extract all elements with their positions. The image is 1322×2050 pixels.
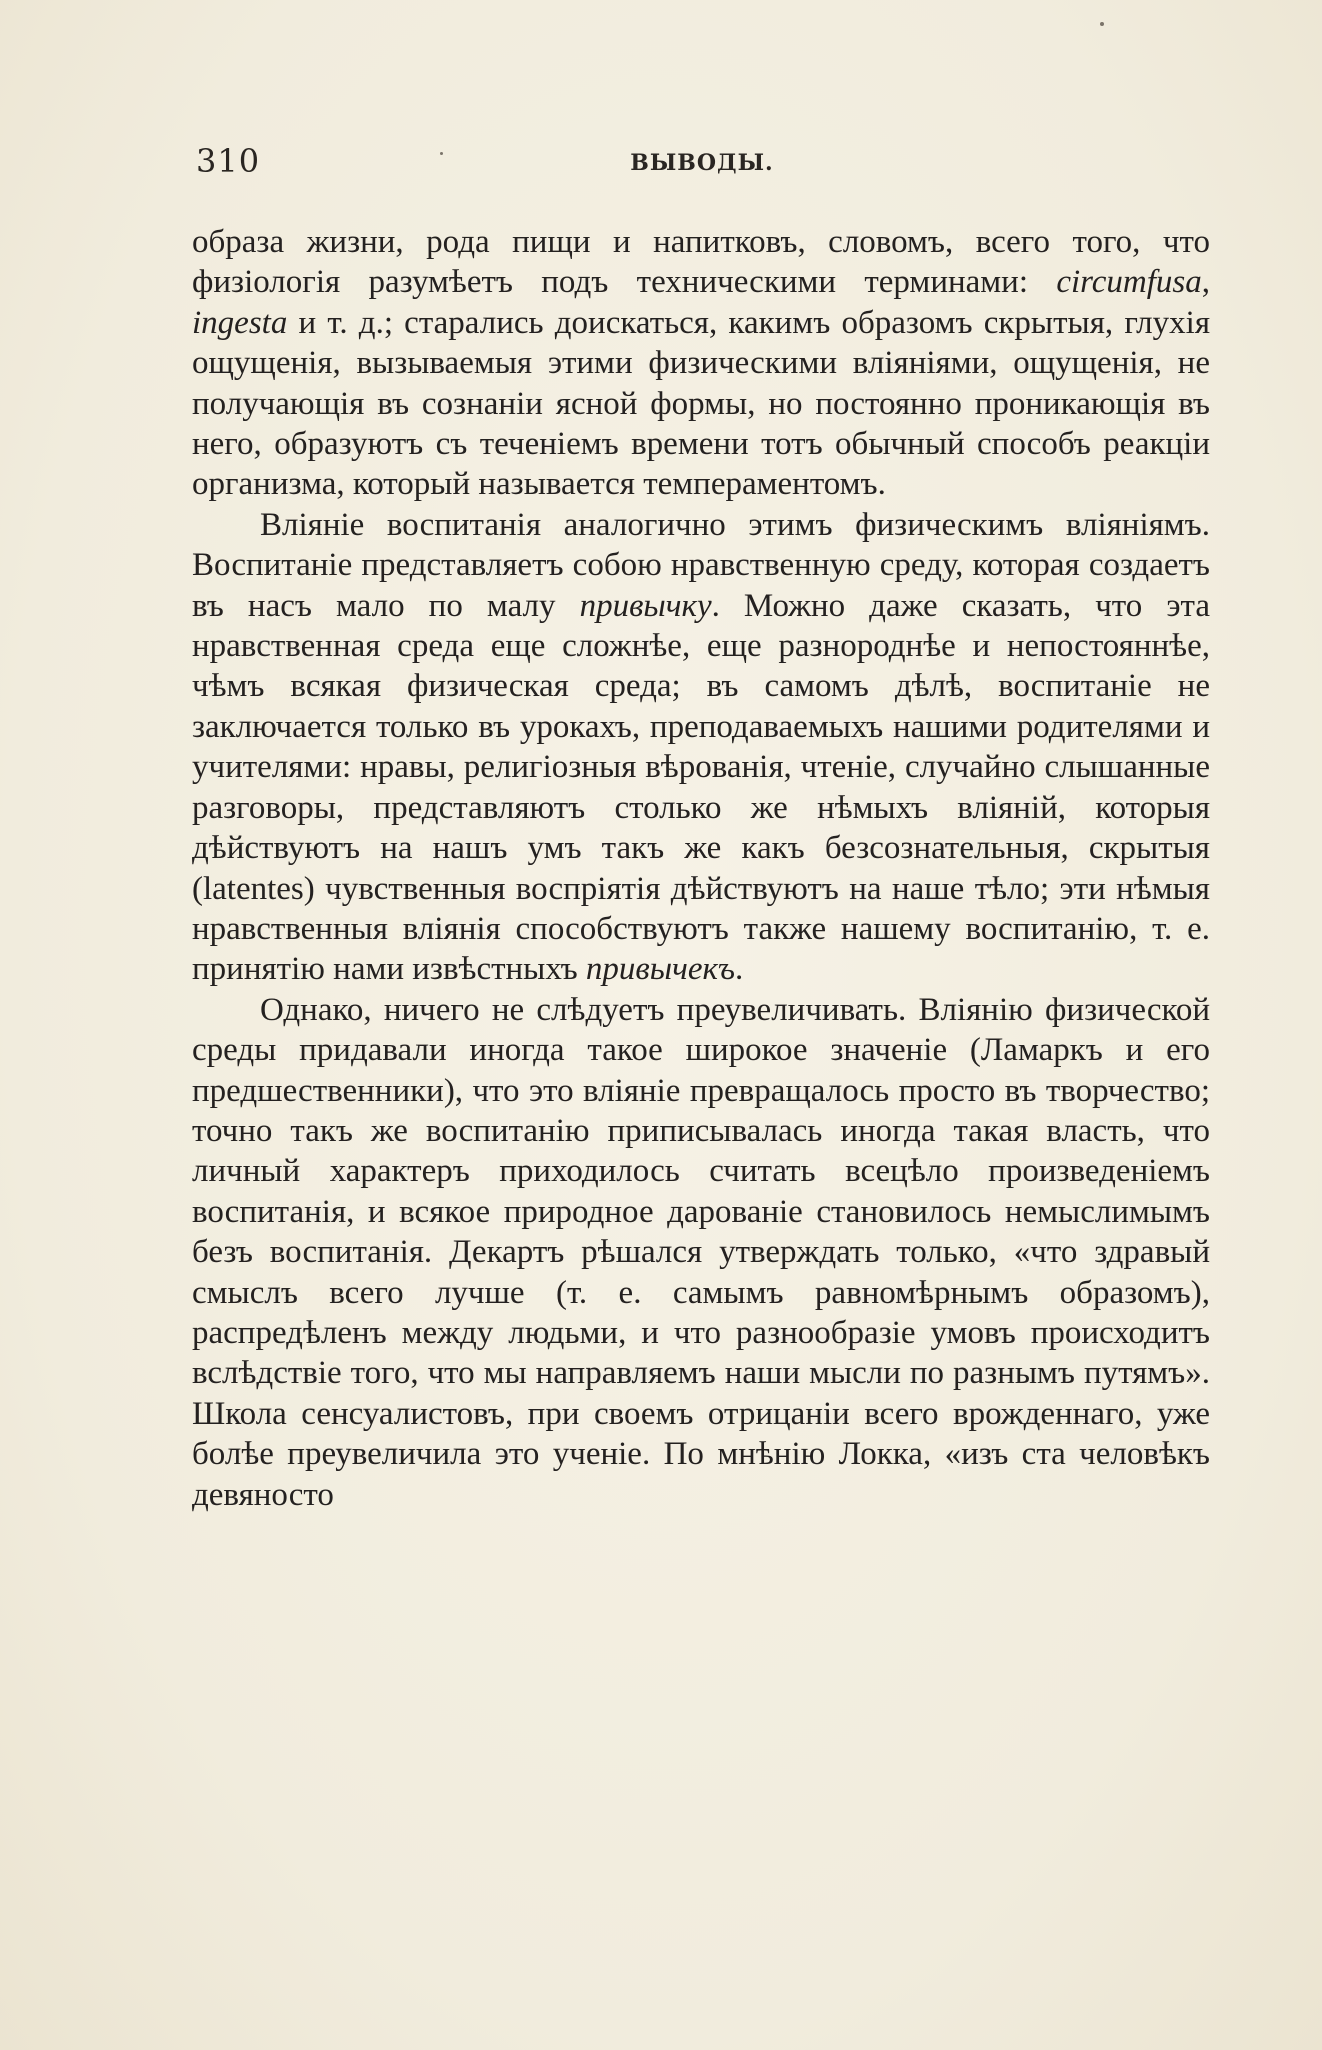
running-title: ВЫВОДЫ.	[630, 150, 774, 176]
body-text	[192, 222, 1210, 1515]
print-speck	[1100, 22, 1104, 26]
page-header	[196, 142, 1208, 192]
paragraph: Вліяніе воспитанія аналогично этимъ физическимъ вліяніямъ. Воспитаніе представляетъ собою нравственную среду, которая создаетъ въ насъ мало по малу привычку. Можно даже сказать, что эта нравственная среда еще сложнѣе, еще разнороднѣе и непостояннѣе, чѣмъ всякая физическая среда; въ самомъ дѣлѣ, воспитаніе не заключается только въ урокахъ, преподаваемыхъ нашими родителями и учителями: нравы, религіозныя вѣрованія, чтеніе, случайно слышанные разговоры, представляютъ столько же нѣмыхъ вліяній, которыя дѣйствуютъ на нашъ умъ такъ же какъ безсознательныя, скрытыя (latentes) чувственныя воспріятія дѣйствуютъ на наше тѣло; эти нѣмыя нравственныя вліянія способствуютъ также нашему воспитанію, т. е. принятію нами извѣстныхъ привычекъ.	[192, 506, 1210, 988]
emphasized-word: привычекъ	[585, 951, 736, 988]
paragraph: Однако, ничего не слѣдуетъ преувеличивать. Вліянію физической среды придавали иногда такое широкое значеніе (Ламаркъ и его предшественники), что это вліяніе превращалось просто въ творчество; точно такъ же воспитанію приписывалась иногда такая власть, что личный характеръ приходилось считать всецѣло произведеніемъ воспитанія, и всякое природное дарованіе становилось немыслимымъ безъ воспитанія. Декартъ рѣшался утверждать только, «что здравый смыслъ всего лучше (т. е. самымъ равномѣрнымъ образомъ), распредѣленъ между людьми, и что разнообразіе умовъ происходитъ вслѣдствіе того, что мы направляемъ наши мысли по разнымъ путямъ». Школа сенсуалистовъ, при своемъ отрицаніи всего врожденнаго, уже болѣе преувеличила это ученіе. По мнѣнію Локка, «изъ ста человѣкъ девяносто	[192, 991, 1210, 1513]
latin-term: ingesta	[192, 304, 288, 341]
paragraph: образа жизни, рода пищи и напитковъ, словомъ, всего того, что физіологія разумѣетъ подъ техническими терминами: circumfusa, ingesta и т. д.; старались доискаться, какимъ образомъ скрытыя, глухія ощущенія, вызываемыя этими физическими вліяніями, ощущенія, не получающія въ сознаніи ясной формы, но постоянно проникающія въ него, образуютъ съ теченіемъ времени тотъ обычный способъ реакціи организма, который называется темпераментомъ.	[192, 224, 1210, 503]
emphasized-word: привычку	[579, 587, 712, 624]
page-number: 310	[196, 142, 261, 180]
latin-term: circumfusa	[1056, 264, 1202, 301]
